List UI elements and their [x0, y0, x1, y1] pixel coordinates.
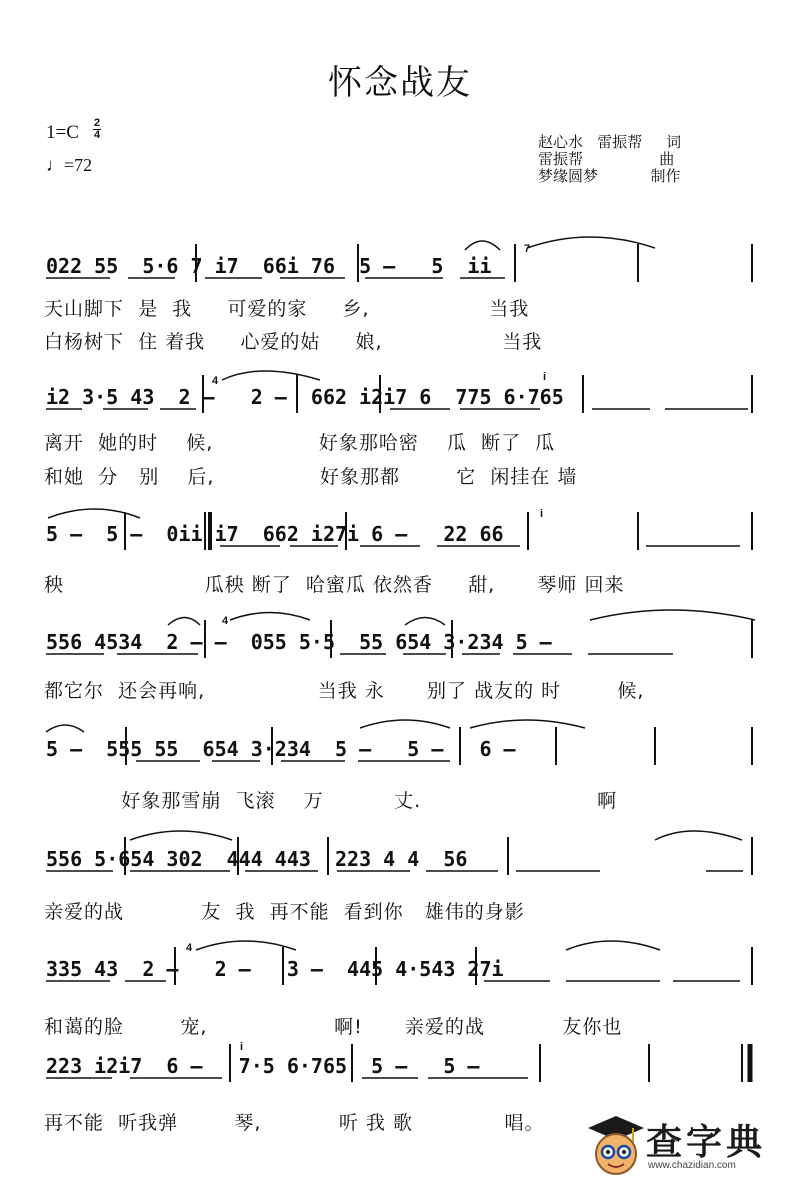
key-signature: 1=C [46, 122, 79, 143]
notation-row-text: 223 i2i7 6 – 7·5 6·765 5 – 5 – [46, 1054, 480, 1078]
svg-text:4: 4 [222, 615, 229, 627]
notation-row-4 [46, 628, 758, 668]
lyric-line-4: 都它尔 还会再响, 当我 永 别了 战友的 时 候, [44, 680, 645, 702]
page-title: 怀念战友 [328, 63, 472, 103]
lyric-line-3: 秧 瓜秧 断了 哈蜜瓜 依然香 甜, 琴师 回来 [44, 574, 625, 596]
notation-row-text: 5 – 5 – 0ii i7 662 i27i 6 – 22 66 [46, 522, 504, 546]
credit-lyricist: 赵心水 雷振帮 词 [538, 133, 682, 151]
notation-row-text: 556 5·654 302 444 443 223 4 4 56 [46, 847, 468, 871]
notation-row-8 [46, 1052, 758, 1092]
notation-row-text: 5 – 555 55 654 3·234 5 – 5 – 6 – [46, 737, 516, 761]
notation-row-3 [46, 520, 758, 560]
lyric-line-2a: 离开 她的时 候, 好象那哈密 瓜 断了 瓜 [44, 432, 556, 454]
lyric-line-2b: 和她 分 别 后, 好象那都 它 闲挂在 墙 [44, 466, 578, 488]
svg-text:i: i [543, 371, 547, 383]
lyric-line-1b: 白杨树下 住 着我 心爱的姑 娘, 当我 [44, 331, 543, 353]
lyric-line-7: 和蔼的脸 宠, 啊! 亲爱的战 友你也 [44, 1016, 623, 1038]
notation-row-1 [46, 252, 758, 292]
notation-row-text: 335 43 2 – 2 – 3 – 445 4·543 27i [46, 957, 504, 981]
notation-row-text: i2 3·5 43 2 – 2 – 662 i2i7 6 775 6·765 [46, 385, 564, 409]
lyric-line-5: 好象那雪崩 飞滚 万 丈. 啊 [44, 790, 618, 812]
notation-row-7 [46, 955, 758, 995]
credit-composer: 雷振帮 曲 [538, 150, 675, 168]
svg-text:4: 4 [186, 942, 193, 954]
svg-text:4: 4 [212, 375, 219, 387]
notation-row-text: 022 55 5·6 7 i7 66i 76 5 – 5 ii [46, 254, 492, 278]
logo-name: 查字典 [646, 1122, 767, 1163]
lyric-line-8: 再不能 听我弹 琴, 听 我 歌 唱。 [44, 1112, 545, 1134]
mascot-icon [586, 1112, 646, 1182]
time-signature-bottom: 4 [93, 129, 101, 141]
site-logo [586, 1112, 786, 1182]
logo-url: www.chazidian.com [648, 1160, 736, 1171]
svg-text:i: i [540, 508, 544, 520]
lyric-line-6: 亲爱的战 友 我 再不能 看到你 雄伟的身影 [44, 901, 525, 923]
svg-text:i: i [240, 1041, 244, 1053]
notation-row-5 [46, 735, 758, 775]
time-signature-top: 2 [93, 117, 101, 129]
tempo-marking: ♩=72 [46, 155, 93, 175]
lyric-line-1a: 天山脚下 是 我 可爱的家 乡, 当我 [44, 298, 530, 320]
notation-row-6 [46, 845, 758, 885]
notation-row-text: 556 4534 2 – – 055 5·5 55 654 3·234 5 – [46, 630, 552, 654]
notation-row-2 [46, 383, 758, 423]
credit-producer: 梦缘圆梦 制作 [538, 167, 681, 185]
svg-text:7: 7 [524, 243, 531, 255]
